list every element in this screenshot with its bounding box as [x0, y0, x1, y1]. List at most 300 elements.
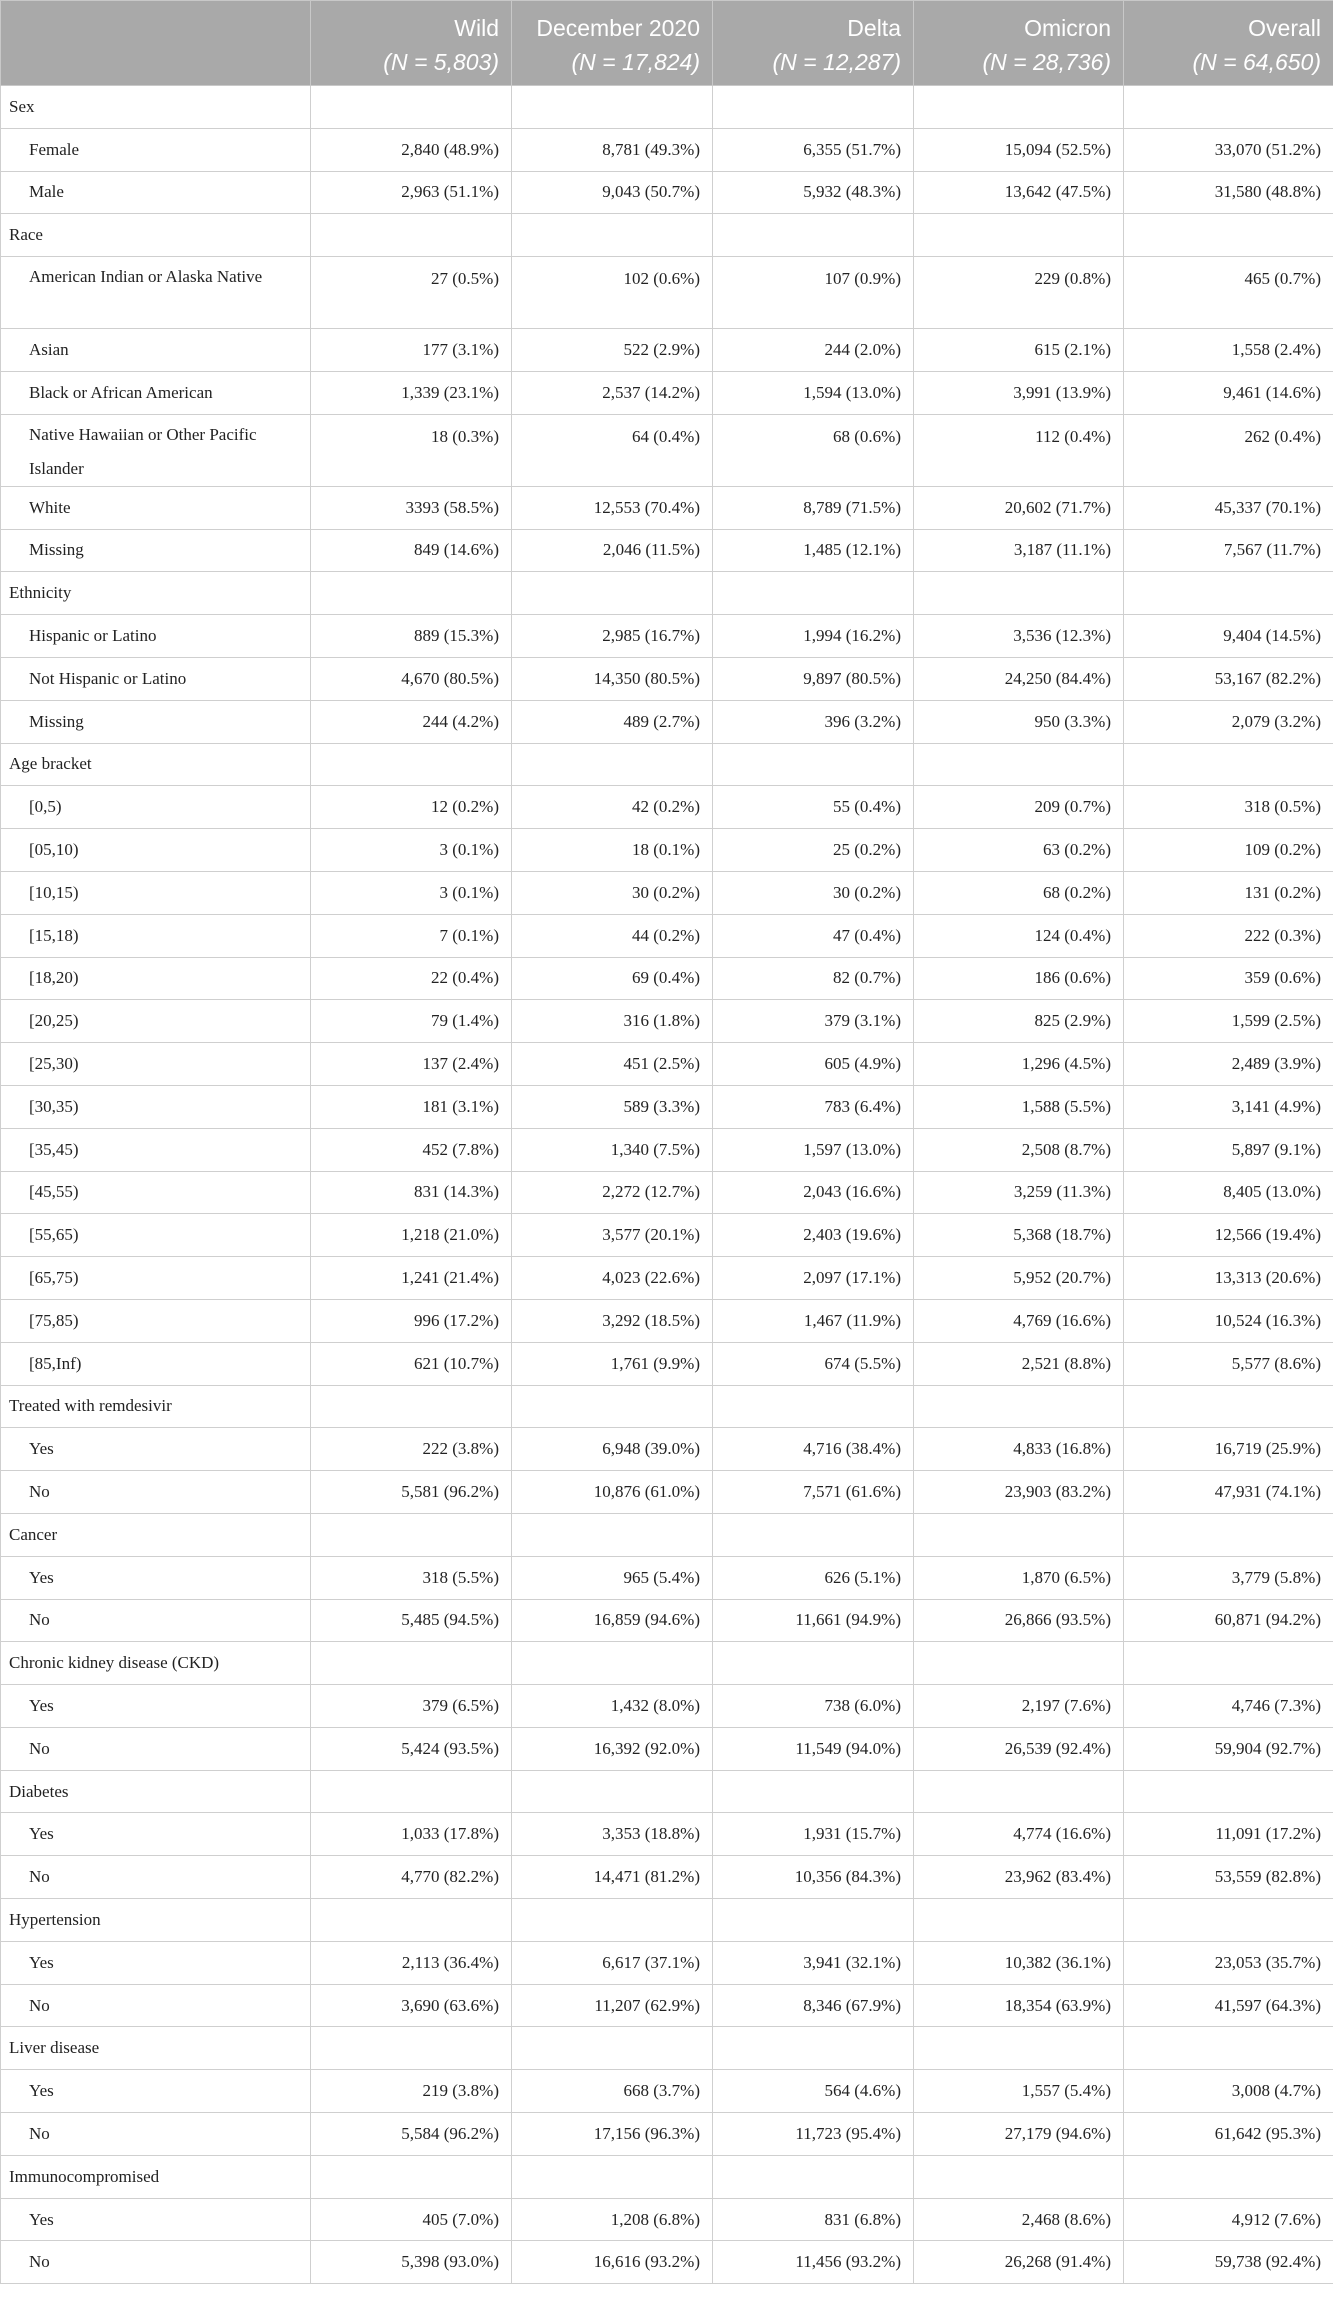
table-cell: 82 (0.7%) — [713, 957, 914, 1000]
table-row — [1, 657, 1333, 700]
empty-cell — [914, 572, 1124, 615]
empty-cell — [914, 1899, 1124, 1942]
table-cell: 4,912 (7.6%) — [1124, 2198, 1333, 2241]
table-cell: 379 (3.1%) — [713, 1000, 914, 1043]
table-cell: 3,941 (32.1%) — [713, 1941, 914, 1984]
table-cell: 26,539 (92.4%) — [914, 1727, 1124, 1770]
table-cell: 11,207 (62.9%) — [512, 1984, 713, 2027]
empty-cell — [311, 1770, 512, 1813]
table-cell: 9,897 (80.5%) — [713, 657, 914, 700]
table-cell: 3,187 (11.1%) — [914, 529, 1124, 572]
table-cell: 2,489 (3.9%) — [1124, 1043, 1333, 1086]
table-cell: 222 (0.3%) — [1124, 914, 1333, 957]
table-cell: 4,770 (82.2%) — [311, 1856, 512, 1899]
empty-cell — [512, 1642, 713, 1685]
row-label: [0,5) — [1, 786, 311, 829]
table-cell: 12,553 (70.4%) — [512, 486, 713, 529]
empty-cell — [914, 1770, 1124, 1813]
section-label: Chronic kidney disease (CKD) — [1, 1642, 311, 1685]
column-name: Wild — [454, 15, 499, 41]
table-cell: 1,467 (11.9%) — [713, 1299, 914, 1342]
empty-cell — [311, 86, 512, 129]
table-cell: 379 (6.5%) — [311, 1685, 512, 1728]
row-label: Asian — [1, 329, 311, 372]
table-row — [1, 1043, 1333, 1086]
table-cell: 53,559 (82.8%) — [1124, 1856, 1333, 1899]
empty-cell — [914, 2027, 1124, 2070]
section-row — [1, 1385, 1333, 1428]
empty-cell — [713, 2155, 914, 2198]
empty-cell — [512, 743, 713, 786]
empty-cell — [713, 214, 914, 257]
table-cell: 9,404 (14.5%) — [1124, 615, 1333, 658]
empty-cell — [713, 1513, 914, 1556]
column-name: Overall — [1248, 15, 1321, 41]
row-label: Yes — [1, 2070, 311, 2113]
table-row — [1, 1471, 1333, 1514]
column-name: Omicron — [1024, 15, 1111, 41]
table-body — [1, 86, 1333, 2284]
table-cell: 30 (0.2%) — [713, 871, 914, 914]
table-cell: 47 (0.4%) — [713, 914, 914, 957]
table-row — [1, 957, 1333, 1000]
empty-cell — [914, 1513, 1124, 1556]
empty-cell — [512, 2155, 713, 2198]
table-cell: 7,571 (61.6%) — [713, 1471, 914, 1514]
row-label: Yes — [1, 1941, 311, 1984]
table-cell: 63 (0.2%) — [914, 829, 1124, 872]
row-label: Black or African American — [1, 371, 311, 414]
section-row — [1, 2027, 1333, 2070]
empty-cell — [713, 86, 914, 129]
table-cell: 405 (7.0%) — [311, 2198, 512, 2241]
table-row — [1, 1727, 1333, 1770]
table-cell: 1,340 (7.5%) — [512, 1128, 713, 1171]
table-cell: 244 (4.2%) — [311, 700, 512, 743]
table-cell: 1,761 (9.9%) — [512, 1342, 713, 1385]
table-cell: 12 (0.2%) — [311, 786, 512, 829]
table-cell: 42 (0.2%) — [512, 786, 713, 829]
table-row — [1, 1171, 1333, 1214]
row-label: [30,35) — [1, 1085, 311, 1128]
table-cell: 3 (0.1%) — [311, 871, 512, 914]
table-cell: 1,033 (17.8%) — [311, 1813, 512, 1856]
table-cell: 5,398 (93.0%) — [311, 2241, 512, 2284]
section-label: Liver disease — [1, 2027, 311, 2070]
empty-cell — [311, 572, 512, 615]
table-cell: 5,932 (48.3%) — [713, 171, 914, 214]
table-cell: 23,053 (35.7%) — [1124, 1941, 1333, 1984]
table-cell: 2,537 (14.2%) — [512, 371, 713, 414]
row-label: [10,15) — [1, 871, 311, 914]
table-cell: 7 (0.1%) — [311, 914, 512, 957]
table-cell: 2,468 (8.6%) — [914, 2198, 1124, 2241]
row-label: No — [1, 1471, 311, 1514]
empty-cell — [1124, 86, 1333, 129]
row-label: Yes — [1, 1813, 311, 1856]
table-cell: 2,840 (48.9%) — [311, 128, 512, 171]
table-cell: 47,931 (74.1%) — [1124, 1471, 1333, 1514]
table-cell: 783 (6.4%) — [713, 1085, 914, 1128]
empty-cell — [512, 1385, 713, 1428]
table-cell: 3 (0.1%) — [311, 829, 512, 872]
empty-cell — [1124, 2155, 1333, 2198]
table-cell: 59,738 (92.4%) — [1124, 2241, 1333, 2284]
row-label: Yes — [1, 1685, 311, 1728]
table-cell: 124 (0.4%) — [914, 914, 1124, 957]
row-label: Missing — [1, 529, 311, 572]
table-cell: 3,779 (5.8%) — [1124, 1556, 1333, 1599]
table-cell: 3,141 (4.9%) — [1124, 1085, 1333, 1128]
empty-cell — [1124, 743, 1333, 786]
table-row — [1, 786, 1333, 829]
table-cell: 626 (5.1%) — [713, 1556, 914, 1599]
empty-cell — [1124, 1385, 1333, 1428]
table-cell: 589 (3.3%) — [512, 1085, 713, 1128]
row-label: [25,30) — [1, 1043, 311, 1086]
section-label: Ethnicity — [1, 572, 311, 615]
table-row — [1, 128, 1333, 171]
table-cell: 5,424 (93.5%) — [311, 1727, 512, 1770]
table-cell: 222 (3.8%) — [311, 1428, 512, 1471]
section-label: Hypertension — [1, 1899, 311, 1942]
table-cell: 2,079 (3.2%) — [1124, 700, 1333, 743]
table-cell: 41,597 (64.3%) — [1124, 1984, 1333, 2027]
column-name: Delta — [847, 15, 901, 41]
table-cell: 16,859 (94.6%) — [512, 1599, 713, 1642]
column-sample-size: (N = 17,824) — [571, 49, 700, 75]
header-blank-cell — [1, 1, 311, 86]
table-cell: 452 (7.8%) — [311, 1128, 512, 1171]
empty-cell — [914, 86, 1124, 129]
table-cell: 55 (0.4%) — [713, 786, 914, 829]
table-cell: 1,597 (13.0%) — [713, 1128, 914, 1171]
table-cell: 17,156 (96.3%) — [512, 2113, 713, 2156]
empty-cell — [1124, 1899, 1333, 1942]
column-sample-size: (N = 5,803) — [383, 49, 499, 75]
row-label: Yes — [1, 2198, 311, 2241]
table-cell: 1,870 (6.5%) — [914, 1556, 1124, 1599]
table-cell: 186 (0.6%) — [914, 957, 1124, 1000]
table-row — [1, 486, 1333, 529]
table-cell: 2,963 (51.1%) — [311, 171, 512, 214]
section-row — [1, 572, 1333, 615]
table-cell: 318 (5.5%) — [311, 1556, 512, 1599]
row-label: [18,20) — [1, 957, 311, 1000]
table-cell: 5,897 (9.1%) — [1124, 1128, 1333, 1171]
column-sample-size: (N = 12,287) — [772, 49, 901, 75]
table-cell: 4,833 (16.8%) — [914, 1428, 1124, 1471]
table-cell: 16,719 (25.9%) — [1124, 1428, 1333, 1471]
row-label: Male — [1, 171, 311, 214]
table-cell: 564 (4.6%) — [713, 2070, 914, 2113]
row-label: [65,75) — [1, 1257, 311, 1300]
table-cell: 2,046 (11.5%) — [512, 529, 713, 572]
table-cell: 10,524 (16.3%) — [1124, 1299, 1333, 1342]
empty-cell — [311, 1385, 512, 1428]
table-row — [1, 414, 1333, 486]
table-cell: 318 (0.5%) — [1124, 786, 1333, 829]
table-cell: 1,931 (15.7%) — [713, 1813, 914, 1856]
table-cell: 2,521 (8.8%) — [914, 1342, 1124, 1385]
table-cell: 79 (1.4%) — [311, 1000, 512, 1043]
section-label: Cancer — [1, 1513, 311, 1556]
table-cell: 16,616 (93.2%) — [512, 2241, 713, 2284]
table-cell: 31,580 (48.8%) — [1124, 171, 1333, 214]
table-cell: 102 (0.6%) — [512, 257, 713, 329]
table-cell: 359 (0.6%) — [1124, 957, 1333, 1000]
table-row — [1, 2198, 1333, 2241]
table-cell: 11,661 (94.9%) — [713, 1599, 914, 1642]
row-label: Hispanic or Latino — [1, 615, 311, 658]
table-cell: 112 (0.4%) — [914, 414, 1124, 486]
empty-cell — [512, 86, 713, 129]
table-row — [1, 1342, 1333, 1385]
table-cell: 11,549 (94.0%) — [713, 1727, 914, 1770]
table-row — [1, 1428, 1333, 1471]
column-name: December 2020 — [536, 15, 700, 41]
empty-cell — [713, 572, 914, 615]
header-row — [1, 1, 1333, 86]
empty-cell — [1124, 214, 1333, 257]
table-cell: 396 (3.2%) — [713, 700, 914, 743]
column-header — [311, 1, 512, 86]
table-cell: 849 (14.6%) — [311, 529, 512, 572]
table-cell: 13,313 (20.6%) — [1124, 1257, 1333, 1300]
section-row — [1, 86, 1333, 129]
table-cell: 18 (0.1%) — [512, 829, 713, 872]
table-cell: 26,268 (91.4%) — [914, 2241, 1124, 2284]
table-row — [1, 1556, 1333, 1599]
section-label: Sex — [1, 86, 311, 129]
column-header — [1124, 1, 1333, 86]
empty-cell — [512, 2027, 713, 2070]
table-cell: 60,871 (94.2%) — [1124, 1599, 1333, 1642]
table-cell: 22 (0.4%) — [311, 957, 512, 1000]
table-cell: 831 (14.3%) — [311, 1171, 512, 1214]
table-cell: 996 (17.2%) — [311, 1299, 512, 1342]
row-label: [15,18) — [1, 914, 311, 957]
table-cell: 489 (2.7%) — [512, 700, 713, 743]
table-cell: 2,197 (7.6%) — [914, 1685, 1124, 1728]
table-row — [1, 1984, 1333, 2027]
table-cell: 1,208 (6.8%) — [512, 2198, 713, 2241]
table-cell: 229 (0.8%) — [914, 257, 1124, 329]
empty-cell — [1124, 1642, 1333, 1685]
column-sample-size: (N = 28,736) — [982, 49, 1111, 75]
table-cell: 605 (4.9%) — [713, 1043, 914, 1086]
table-cell: 262 (0.4%) — [1124, 414, 1333, 486]
table-cell: 965 (5.4%) — [512, 1556, 713, 1599]
table-cell: 1,588 (5.5%) — [914, 1085, 1124, 1128]
table-cell: 181 (3.1%) — [311, 1085, 512, 1128]
table-cell: 3,577 (20.1%) — [512, 1214, 713, 1257]
table-cell: 177 (3.1%) — [311, 329, 512, 372]
table-cell: 3,353 (18.8%) — [512, 1813, 713, 1856]
table-cell: 209 (0.7%) — [914, 786, 1124, 829]
empty-cell — [311, 1642, 512, 1685]
table-cell: 53,167 (82.2%) — [1124, 657, 1333, 700]
table-cell: 25 (0.2%) — [713, 829, 914, 872]
table-cell: 30 (0.2%) — [512, 871, 713, 914]
table-cell: 674 (5.5%) — [713, 1342, 914, 1385]
column-header — [914, 1, 1124, 86]
table-cell: 3,991 (13.9%) — [914, 371, 1124, 414]
empty-cell — [713, 1642, 914, 1685]
table-row — [1, 1856, 1333, 1899]
table-row — [1, 829, 1333, 872]
empty-cell — [512, 214, 713, 257]
table-cell: 61,642 (95.3%) — [1124, 2113, 1333, 2156]
empty-cell — [713, 1899, 914, 1942]
table-cell: 1,241 (21.4%) — [311, 1257, 512, 1300]
section-label: Race — [1, 214, 311, 257]
section-row — [1, 743, 1333, 786]
table-cell: 244 (2.0%) — [713, 329, 914, 372]
empty-cell — [914, 1642, 1124, 1685]
table-header — [1, 1, 1333, 86]
section-row — [1, 1899, 1333, 1942]
table-cell: 13,642 (47.5%) — [914, 171, 1124, 214]
row-label: [05,10) — [1, 829, 311, 872]
empty-cell — [914, 743, 1124, 786]
table-cell: 1,594 (13.0%) — [713, 371, 914, 414]
section-row — [1, 1642, 1333, 1685]
row-label: [20,25) — [1, 1000, 311, 1043]
table-cell: 14,471 (81.2%) — [512, 1856, 713, 1899]
table-cell: 6,617 (37.1%) — [512, 1941, 713, 1984]
table-cell: 8,789 (71.5%) — [713, 486, 914, 529]
table-cell: 1,218 (21.0%) — [311, 1214, 512, 1257]
empty-cell — [311, 2155, 512, 2198]
table-cell: 950 (3.3%) — [914, 700, 1124, 743]
table-cell: 27 (0.5%) — [311, 257, 512, 329]
column-header — [713, 1, 914, 86]
table-row — [1, 1128, 1333, 1171]
section-label: Diabetes — [1, 1770, 311, 1813]
table-row — [1, 1085, 1333, 1128]
table-cell: 1,557 (5.4%) — [914, 2070, 1124, 2113]
table-cell: 18,354 (63.9%) — [914, 1984, 1124, 2027]
table-cell: 18 (0.3%) — [311, 414, 512, 486]
row-label: White — [1, 486, 311, 529]
table-cell: 2,097 (17.1%) — [713, 1257, 914, 1300]
table-row — [1, 171, 1333, 214]
table-row — [1, 871, 1333, 914]
table-cell: 9,043 (50.7%) — [512, 171, 713, 214]
table-cell: 9,461 (14.6%) — [1124, 371, 1333, 414]
table-row — [1, 2113, 1333, 2156]
table-cell: 5,584 (96.2%) — [311, 2113, 512, 2156]
table-cell: 3,292 (18.5%) — [512, 1299, 713, 1342]
empty-cell — [512, 1513, 713, 1556]
table-row — [1, 1000, 1333, 1043]
table-cell: 2,043 (16.6%) — [713, 1171, 914, 1214]
empty-cell — [713, 2027, 914, 2070]
table-cell: 1,432 (8.0%) — [512, 1685, 713, 1728]
table-row — [1, 1299, 1333, 1342]
table-cell: 10,382 (36.1%) — [914, 1941, 1124, 1984]
table-cell: 615 (2.1%) — [914, 329, 1124, 372]
row-label: No — [1, 1984, 311, 2027]
row-label: No — [1, 1599, 311, 1642]
empty-cell — [512, 1899, 713, 1942]
table-cell: 23,903 (83.2%) — [914, 1471, 1124, 1514]
row-label: Not Hispanic or Latino — [1, 657, 311, 700]
row-label: Native Hawaiian or Other Pacific Islander — [1, 414, 311, 486]
table-cell: 10,356 (84.3%) — [713, 1856, 914, 1899]
table-cell: 11,723 (95.4%) — [713, 2113, 914, 2156]
table-cell: 68 (0.2%) — [914, 871, 1124, 914]
table-cell: 5,577 (8.6%) — [1124, 1342, 1333, 1385]
table-cell: 1,558 (2.4%) — [1124, 329, 1333, 372]
table-row — [1, 2070, 1333, 2113]
table-cell: 16,392 (92.0%) — [512, 1727, 713, 1770]
table-cell: 3,536 (12.3%) — [914, 615, 1124, 658]
table-cell: 831 (6.8%) — [713, 2198, 914, 2241]
empty-cell — [1124, 1513, 1333, 1556]
table-cell: 6,948 (39.0%) — [512, 1428, 713, 1471]
table-cell: 889 (15.3%) — [311, 615, 512, 658]
table-cell: 451 (2.5%) — [512, 1043, 713, 1086]
table-row — [1, 1214, 1333, 1257]
table-cell: 2,113 (36.4%) — [311, 1941, 512, 1984]
empty-cell — [1124, 572, 1333, 615]
row-label: American Indian or Alaska Native — [1, 257, 311, 329]
table-cell: 4,023 (22.6%) — [512, 1257, 713, 1300]
empty-cell — [1124, 1770, 1333, 1813]
table-cell: 14,350 (80.5%) — [512, 657, 713, 700]
empty-cell — [512, 1770, 713, 1813]
row-label: Yes — [1, 1556, 311, 1599]
table-cell: 2,403 (19.6%) — [713, 1214, 914, 1257]
row-label: Missing — [1, 700, 311, 743]
table-row — [1, 1941, 1333, 1984]
section-row — [1, 214, 1333, 257]
table-cell: 44 (0.2%) — [512, 914, 713, 957]
table-cell: 738 (6.0%) — [713, 1685, 914, 1728]
table-cell: 3,259 (11.3%) — [914, 1171, 1124, 1214]
table-row — [1, 257, 1333, 329]
table-cell: 26,866 (93.5%) — [914, 1599, 1124, 1642]
table-cell: 24,250 (84.4%) — [914, 657, 1124, 700]
section-label: Immunocompromised — [1, 2155, 311, 2198]
section-label: Treated with remdesivir — [1, 1385, 311, 1428]
empty-cell — [311, 743, 512, 786]
table-cell: 522 (2.9%) — [512, 329, 713, 372]
table-cell: 15,094 (52.5%) — [914, 128, 1124, 171]
table-cell: 59,904 (92.7%) — [1124, 1727, 1333, 1770]
table-cell: 131 (0.2%) — [1124, 871, 1333, 914]
row-label: [35,45) — [1, 1128, 311, 1171]
table-cell: 11,091 (17.2%) — [1124, 1813, 1333, 1856]
table-row — [1, 914, 1333, 957]
table-cell: 4,769 (16.6%) — [914, 1299, 1124, 1342]
table-cell: 1,296 (4.5%) — [914, 1043, 1124, 1086]
table-cell: 10,876 (61.0%) — [512, 1471, 713, 1514]
table-row — [1, 529, 1333, 572]
row-label: [75,85) — [1, 1299, 311, 1342]
table-cell: 27,179 (94.6%) — [914, 2113, 1124, 2156]
table-cell: 668 (3.7%) — [512, 2070, 713, 2113]
row-label: Female — [1, 128, 311, 171]
table-cell: 465 (0.7%) — [1124, 257, 1333, 329]
row-label: Yes — [1, 1428, 311, 1471]
empty-cell — [713, 1385, 914, 1428]
table-cell: 45,337 (70.1%) — [1124, 486, 1333, 529]
table-row — [1, 329, 1333, 372]
table-cell: 1,339 (23.1%) — [311, 371, 512, 414]
